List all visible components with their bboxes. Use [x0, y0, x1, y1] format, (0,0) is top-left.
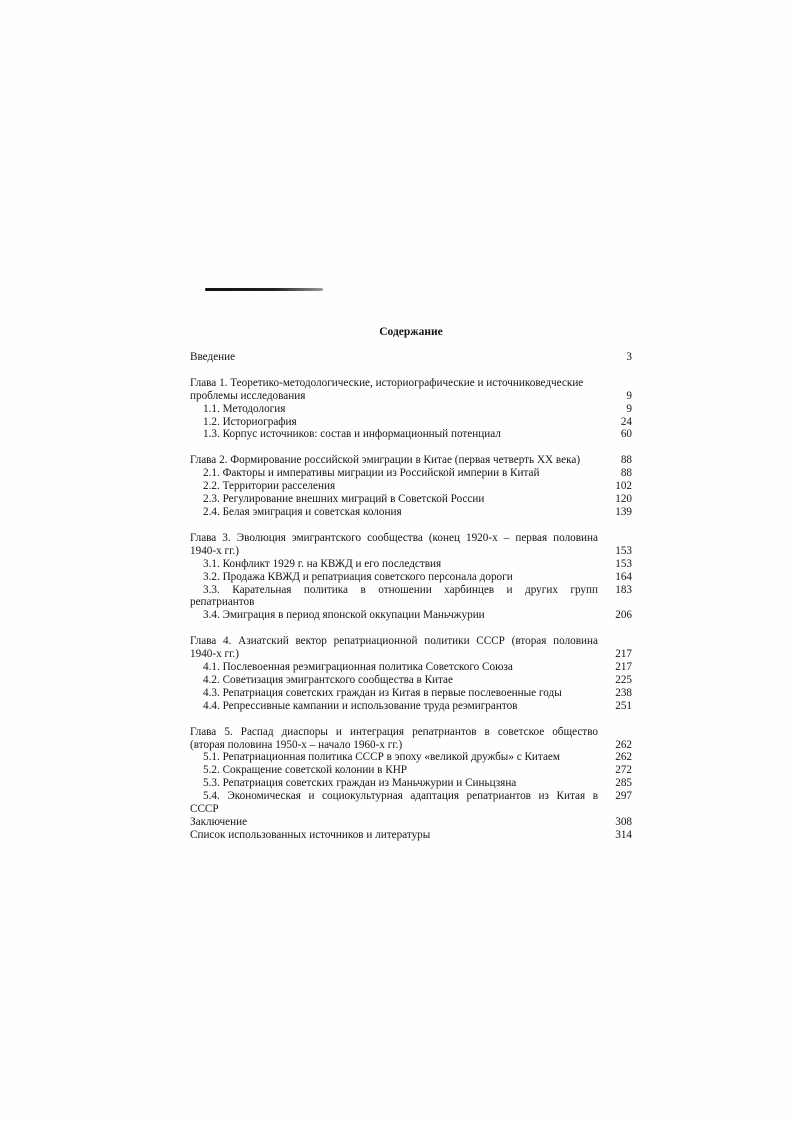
- toc-section-5-4-line2: СССР: [190, 803, 219, 816]
- toc-page-number: 24: [620, 415, 632, 428]
- toc-section-5-3[interactable]: [190, 777, 632, 790]
- toc-page-number: 206: [615, 609, 632, 622]
- toc-chapter-4-line1: Глава 4. Азиатский вектор репатриационной политики СССР (вторая половина: [190, 635, 598, 648]
- toc-entry-intro[interactable]: [190, 351, 632, 364]
- toc-section-4-1[interactable]: [190, 661, 632, 674]
- toc-section-2-4[interactable]: [190, 506, 632, 519]
- toc-section-4-3[interactable]: [190, 687, 632, 700]
- toc-section-label: 2.1. Факторы и императивы миграции из Российской империи в Китай: [203, 467, 540, 480]
- toc-section-3-2[interactable]: [190, 571, 632, 584]
- toc-section-label: 2.4. Белая эмиграция и советская колония: [203, 505, 402, 518]
- toc-page-number: 153: [615, 544, 632, 557]
- toc-page-number: 88: [620, 454, 632, 467]
- toc-section-label: 1.2. Историография: [203, 415, 297, 428]
- toc-page-number: 238: [615, 686, 632, 699]
- toc-page-number: 262: [615, 738, 632, 751]
- toc-page-number: 139: [615, 505, 632, 518]
- toc-entry-label: Введение: [190, 350, 236, 363]
- toc-chapter-4[interactable]: [190, 635, 632, 661]
- toc-chapter-label: Глава 2. Формирование российской эмиграции в Китае (первая четверть XX века): [190, 454, 581, 467]
- toc-section-3-3[interactable]: [190, 584, 632, 610]
- toc-page-number: 308: [615, 816, 632, 828]
- toc-chapter-4-line2: 1940-х гг.): [190, 648, 239, 661]
- toc-page-number: 88: [620, 467, 632, 480]
- toc-section-label: 4.1. Послевоенная реэмиграционная политика Советского Союза: [203, 661, 513, 674]
- toc-page-number: 3: [626, 350, 632, 363]
- toc-page-number: 225: [615, 673, 632, 686]
- toc-page-number: 183: [615, 583, 632, 596]
- toc-section-label: 1.1. Методология: [203, 402, 286, 415]
- toc-chapter-5-line1: Глава 5. Распад диаспоры и интеграция репатриантов в советское общество: [190, 725, 598, 738]
- toc-section-label: 1.3. Корпус источников: состав и информационный потенциал: [203, 428, 501, 441]
- toc-section-5-2[interactable]: [190, 764, 632, 777]
- toc-section-label: 2.3. Регулирование внешних миграций в Советской России: [203, 493, 485, 506]
- scan-pen-mark: [205, 288, 323, 291]
- toc-chapter-3-line1: Глава 3. Эволюция эмигрантского сообщества (конец 1920-х – первая половина: [190, 531, 598, 544]
- toc-page-number: 217: [615, 661, 632, 674]
- toc-section-label: 5.3. Репатриация советских граждан из Маньчжурии и Синьцзяна: [203, 777, 517, 790]
- toc-chapter-5[interactable]: [190, 726, 632, 752]
- toc-section-3-4[interactable]: [190, 609, 632, 622]
- toc-section-5-1[interactable]: [190, 751, 632, 764]
- toc-section-5-4[interactable]: [190, 790, 632, 816]
- toc-section-label: 3.2. Продажа КВЖД и репатриация советского персонала дороги: [203, 570, 513, 583]
- toc-section-4-4[interactable]: [190, 700, 632, 713]
- toc-page-number: 9: [626, 389, 632, 402]
- toc-page-number: 262: [615, 751, 632, 764]
- toc-section-label: 2.2. Территории расселения: [203, 480, 336, 493]
- toc-page-number: 314: [615, 828, 632, 841]
- toc-section-3-1[interactable]: [190, 558, 632, 571]
- toc-page-number: 120: [615, 493, 632, 506]
- toc-chapter-1-line1: Глава 1. Теоретико-методологические, историографические и источниковедческие: [190, 376, 584, 389]
- toc-entry-conclusion[interactable]: [190, 816, 632, 829]
- toc-entry-label: Список использованных источников и литературы: [190, 828, 431, 841]
- toc-section-label: 4.3. Репатриация советских граждан из Китая в первые послевоенные годы: [203, 686, 562, 699]
- toc-section-1-1[interactable]: [190, 403, 632, 416]
- toc-section-4-2[interactable]: [190, 674, 632, 687]
- toc-page-number: 102: [615, 480, 632, 493]
- toc-page-number: 217: [615, 648, 632, 661]
- toc-page-number: 285: [615, 777, 632, 790]
- toc-section-2-2[interactable]: [190, 480, 632, 493]
- toc-page-number: 9: [626, 402, 632, 415]
- toc-page-number: 251: [615, 699, 632, 712]
- toc-section-label: 3.4. Эмиграция в период японской оккупации Маньчжурии: [203, 609, 485, 622]
- toc-section-3-3-line1: 3.3. Карательная политика в отношении харбинцев и других групп: [203, 583, 598, 596]
- toc-chapter-3[interactable]: [190, 532, 632, 558]
- toc-section-5-4-line1: 5.4. Экономическая и социокультурная адаптация репатриантов из Китая в: [203, 790, 598, 803]
- toc-section-label: 4.2. Советизация эмигрантского сообщества в Китае: [203, 673, 453, 686]
- toc-section-label: 5.2. Сокращение советской колонии в КНР: [203, 764, 408, 777]
- toc-chapter-1-line2: проблемы исследования: [190, 389, 306, 402]
- toc-section-label: 3.1. Конфликт 1929 г. на КВЖД и его последствия: [203, 557, 442, 570]
- toc-chapter-5-line2: (вторая половина 1950-х – начало 1960-х гг.): [190, 738, 403, 751]
- toc-section-2-1[interactable]: [190, 467, 632, 480]
- toc-section-label: 5.1. Репатриационная политика СССР в эпоху «великой дружбы» с Китаем: [203, 751, 560, 764]
- toc-chapter-1[interactable]: [190, 377, 632, 403]
- toc-entry-bibliography[interactable]: [190, 829, 632, 842]
- table-of-contents: [190, 326, 632, 842]
- toc-chapter-3-line2: 1940-х гг.): [190, 544, 239, 557]
- toc-section-1-2[interactable]: [190, 416, 632, 429]
- toc-chapter-2[interactable]: [190, 454, 632, 467]
- toc-section-2-3[interactable]: [190, 493, 632, 506]
- toc-section-3-3-line2: репатриантов: [190, 596, 255, 609]
- toc-page-number: 60: [620, 428, 632, 441]
- toc-page-number: 153: [615, 557, 632, 570]
- toc-section-label: 4.4. Репрессивные кампании и использование труда реэмигрантов: [203, 699, 518, 712]
- toc-entry-label: Заключение: [190, 816, 248, 828]
- toc-section-1-3[interactable]: [190, 428, 632, 441]
- toc-page-number: 297: [615, 790, 632, 803]
- toc-title: Содержание: [379, 326, 443, 338]
- toc-page-number: 164: [615, 570, 632, 583]
- toc-page-number: 272: [615, 764, 632, 777]
